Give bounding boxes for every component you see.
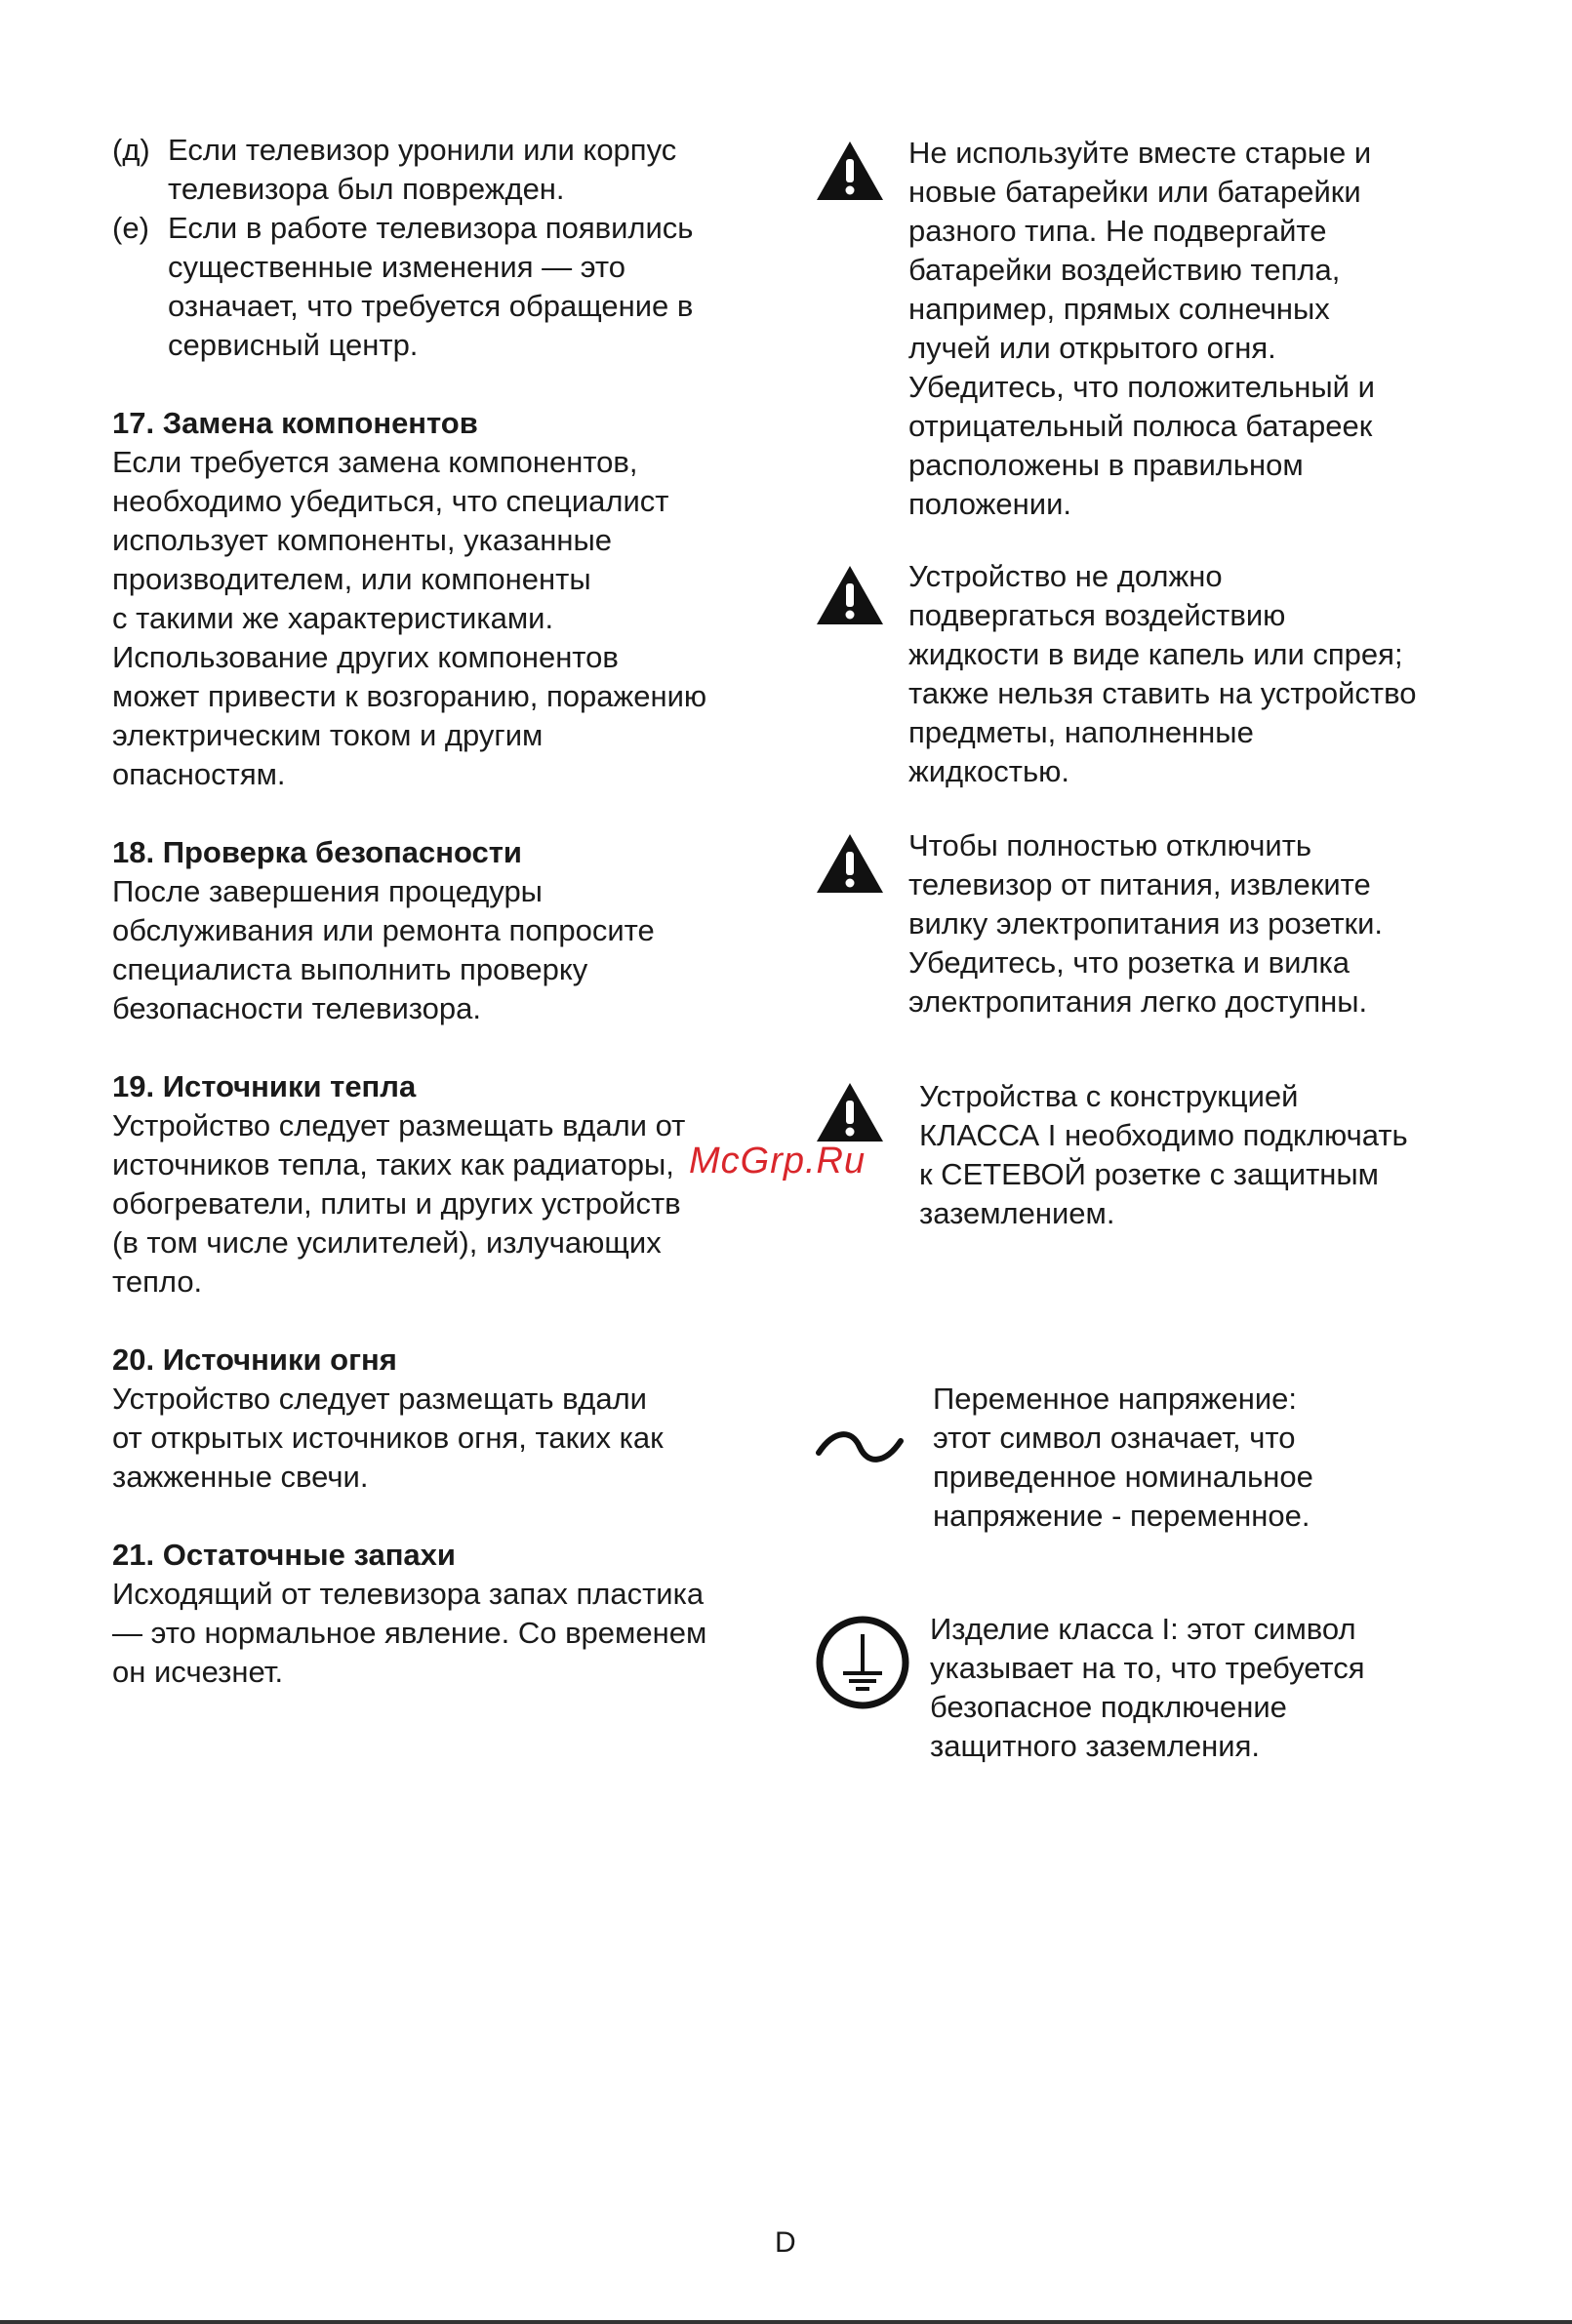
warning-triangle-icon [815,140,885,202]
bottom-rule [0,2320,1572,2324]
item-d-marker: (д) [112,133,150,167]
warning-class1-text: Устройства с конструкцией КЛАССА I необходимо подключать к СЕТЕВОЙ розетке с защитным заземлением. [919,1079,1408,1230]
section-18-title: 18. Проверка безопасности [112,835,522,869]
watermark: McGrp.Ru [689,1141,867,1182]
page-number: D [775,2226,796,2259]
section-20-title: 20. Источники огня [112,1342,397,1377]
section-17-title: 17. Замена компонентов [112,406,478,440]
protective-earth-icon [815,1615,910,1710]
section-17-body: Если требуется замена компонентов, необходимо убедиться, что специалист использует компоненты, указанные производителем, или компоненты с такими же характеристиками. Использование других компонентов может привести к возгоранию, поражению электрическим током и другим опасностям. [112,445,707,791]
warning-liquid-text: Устройство не должно подвергаться воздействию жидкости в виде капель или спрея; также нельзя ставить на устройство предметы, наполненные жидкостью. [908,559,1417,788]
warning-triangle-icon [815,832,885,895]
warning-batteries-text: Не используйте вместе старые и новые батарейки или батарейки разного типа. Не подвергайте батарейки воздействию тепла, например, прямых солнечных лучей или открытого огня. Убедитесь, что положительный и отрицательный полюса батареек расположены в правильном положении. [908,136,1375,521]
section-18-body: После завершения процедуры обслуживания или ремонта попросите специалиста выполнить проверку безопасности телевизора. [112,874,655,1025]
ac-tilde-icon [815,1427,905,1466]
section-21-body: Исходящий от телевизора запах пластика — это нормальное явление. Со временем он исчезнет. [112,1577,707,1689]
earth-symbol-text: Изделие класса I: этот символ указывает на то, что требуется безопасное подключение защитного заземления. [930,1612,1365,1763]
warning-triangle-icon [815,564,885,626]
section-20-body: Устройство следует размещать вдали от открытых источников огня, таких как зажженные свечи. [112,1382,664,1494]
item-e-text: Если в работе телевизора появились существенные изменения — это означает, что требуется обращение в сервисный центр. [168,211,694,362]
section-21-title: 21. Остаточные запахи [112,1538,456,1572]
section-19-body: Устройство следует размещать вдали от источников тепла, таких как радиаторы, обогреватели, плиты и других устройств (в том числе усилителей), излучающих тепло. [112,1108,686,1299]
warning-power-text: Чтобы полностью отключить телевизор от питания, извлеките вилку электропитания из розетки. Убедитесь, что розетка и вилка электропитания легко доступны. [908,828,1384,1019]
warning-triangle-icon [815,1081,885,1143]
ac-voltage-text: Переменное напряжение: этот символ означает, что приведенное номинальное напряжение - переменное. [933,1382,1313,1533]
section-19-title: 19. Источники тепла [112,1069,417,1103]
item-d-text: Если телевизор уронили или корпус телевизора был поврежден. [168,133,677,206]
item-e-marker: (е) [112,211,149,245]
